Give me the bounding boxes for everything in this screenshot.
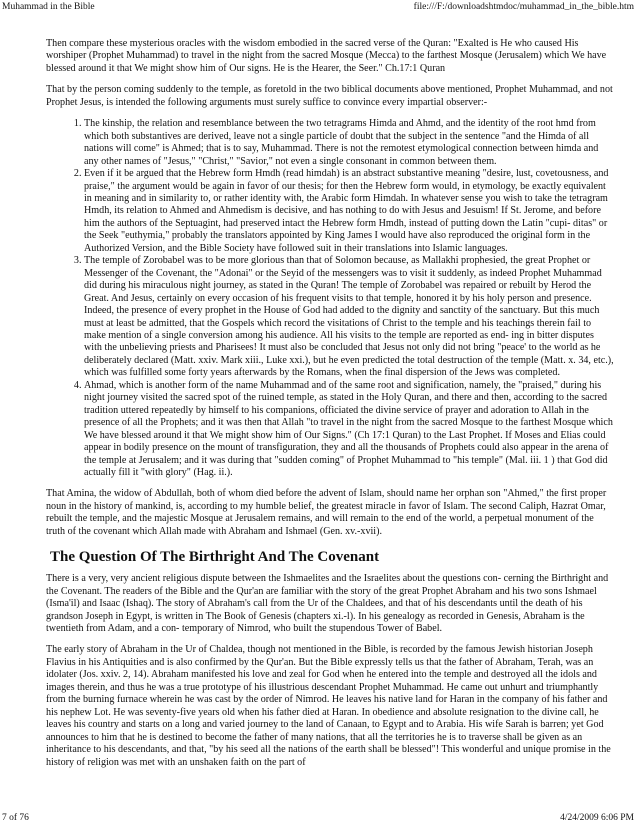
list-item: 1. The kinship, the relation and resemblance between the two tetragrams Himda and Ahmd, and the identity of the root hmd from which both substantives are derived, leave not a single particle of doubt that the subject in the sentence "and the Himda of all nations will come" is Ahmed; that is to say, Muhammad. There is not the remotest etymological connection between himda and any other names of "Jesus," "Christ," "Savior," not even a single consonant in common between them.: [84, 118, 614, 168]
paragraph: That Amina, the widow of Abdullah, both of whom died before the advent of Islam, should name her orphan son "Ahmed," the first proper noun in the history of mankind, is, according to my humble belief, the greatest miracle in favor of Islam. The second Caliph, Hazrat Omar, rebuilt the temple, and the majestic Mosque at Jerusalem remains, and will remain to the end of the world, a perpetual monument of the truth of the covenant which Allah made with Abraham and Ishmael (Gen. xv.-xvii).: [46, 488, 607, 537]
print-timestamp: 4/24/2009 6:06 PM: [560, 813, 634, 823]
page-content: [46, 38, 614, 778]
section-heading: The Question Of The Birthright And The Covenant: [50, 549, 380, 566]
paragraph: That by the person coming suddenly to the temple, as foretold in the two biblical documents above mentioned, Prophet Muhammad, and not Prophet Jesus, is intended the following arguments must surely suffice to convince every impartial observer:-: [46, 84, 613, 108]
print-header: [0, 0, 638, 14]
document-title: Muhammad in the Bible: [2, 2, 95, 12]
paragraph: There is a very, very ancient religious dispute between the Ishmaelites and the Israelites about the questions con- cerning the Birthright and the Covenant. The readers of the Bible and the Qur'an are familiar with the story of the great Prophet Abraham and his two sons Ishmael (Isma'il) and Isaac (Ishaq). The story of Abraham's call from the Ur of the Chaldees, and that of his descendants until the death of his grandson Joseph in Egypt, is written in The Book of Genesis (chapters xi.-l). In his genealogy as recorded in Genesis, Abraham is the twentieth from Adam, and a con- temporary of Nimrod, who built the stupendous Tower of Babel.: [46, 573, 609, 635]
list-item: 2. Even if it be argued that the Hebrew form Hmdh (read himdah) is an abstract substantive meaning "desire, lust, covetousness, and praise," the argument would be again in favor of our thesis; for then the Hebrew form would, in etymology, be exactly equivalent in meaning and in similarity to, or rather identity with, the Arabic form Himdah. In whatever sense you wish to take the tetragram Hmdh, its relation to Ahmed and Ahmedism is decisive, and has nothing to do with Jesus and Jesuism! If St. Jerome, and before him the authors of the Septuagint, had preserved intact the Hebrew form Hmdh, instead of putting down the Latin "cupi- ditas" or the Seek "euthymia," probably the translators appointed by King James I would have also reproduced the original form in the Authorized Version, and the Bible Society have followed suit in their translations into Islamic languages.: [84, 168, 614, 255]
list-item: 3. The temple of Zorobabel was to be more glorious than that of Solomon because, as Mallakhi prophesied, the great Prophet or Messenger of the Covenant, the "Adonai" or the Seyid of the messengers was to visit it suddenly, as indeed Prophet Muhammad did during his miraculous night journey, as stated in the Quran! The temple of Zorobabel was repaired or rebuilt by Herod the Great. And Jesus, certainly on every occasion of his frequent visits to that temple, honored it by his holy person and presence. Indeed, the presence of every prophet in the House of God had added to the dignity and sanctity of the sanctuary. But this much must at least be admitted, that the Gospels which record the visitations of Christ to the temple and his teachings therein fail to make mention of a single conversion among his audience. All his visits to the temple are reported as end- ing in bitter disputes with the unbelieving priests and Pharisees! It must also be concluded that Jesus not only did not bring "peace' to the world as he deliberately declared (Matt. xxiv. Mark xiii., Luke xxi.), but he even predicted the total destruction of the temple (Matt. x. 34, etc.), which was fulfilled some forty years afterwards by the Romans, when the final dispersion of the Jews was completed.: [84, 255, 614, 380]
list-item: 4. Ahmad, which is another form of the name Muhammad and of the same root and signification, namely, the "praised," during his night journey visited the sacred spot of the ruined temple, as stated in the Holy Quran, and there and then, according to the sacred tradition uttered repeatedly by himself to his companions, officiated the divine service of prayer and adoration to Allah in the presence of all the Prophets; and it was then that Allah "to travel in the night from the sacred Mosque to the farthest Mosque which We have blessed around it that We might show him of Our Signs." (Ch 17:1 Quran) to the Last Prophet. If Moses and Elias could appear in bodily presence on the mount of transfiguration, they and all the thousands of Prophets could also appear in the arena of the temple at Jerusalem; and it was during that "sudden coming" of Prophet Muhammad to "his temple" (Mal. iii. 1 ) that God did actually fill it "with glory" (Hag. ii.).: [84, 380, 614, 480]
document-url: file:///F:/downloadshtmdoc/muhammad_in_the_bible.htm: [413, 2, 634, 12]
print-footer: [0, 812, 638, 826]
paragraph: Then compare these mysterious oracles with the wisdom embodied in the sacred verse of the Quran: "Exalted is He who caused His worshiper (Prophet Muhammad) to travel in the night from the sacred Mosque (Mecca) to the farthest Mosque (Jerusalem) which We have blessed around it that We might show him of Our signs. He is the Hearer, the Seer." Ch.17:1 Quran: [46, 38, 607, 74]
page-number: 7 of 76: [2, 813, 29, 823]
argument-list: [46, 118, 614, 479]
paragraph: The early story of Abraham in the Ur of Chaldea, though not mentioned in the Bible, is recorded by the famous Jewish historian Joseph Flavius in his Antiquities and is also confirmed by the Qur'an. But the Bible expressly tells us that the father of Abraham, Terah, was an idolater (Jos. xxiv. 2, 14). Abraham manifested his love and zeal for God when he entered into the temple and destroyed all the idols and images therein, and thus he was a true prototype of his illustrious descendant Prophet Muhammad. He came out unhurt and triumphantly from the burning furnace wherein he was cast by the order of Nimrod. He leaves his native land for Haran in the company of his father and his nephew Lot. He was seventy-five years old when his father died at Haran. In obedience and absolute resignation to the divine call, he leaves his country and starts on a long and varied journey to the land of Canaan, to Egypt and to Arabia. His wife Sarah is barren; yet God announces to him that he is destined to become the father of many nations, that all the territories he is to traverse shall be given as an inheritance to his descendants, and that, "by his seed all the nations of the earth shall be blessed"! This wonderful and unique promise in the history of religion was met with an unshaken faith on the part of: [46, 644, 611, 768]
